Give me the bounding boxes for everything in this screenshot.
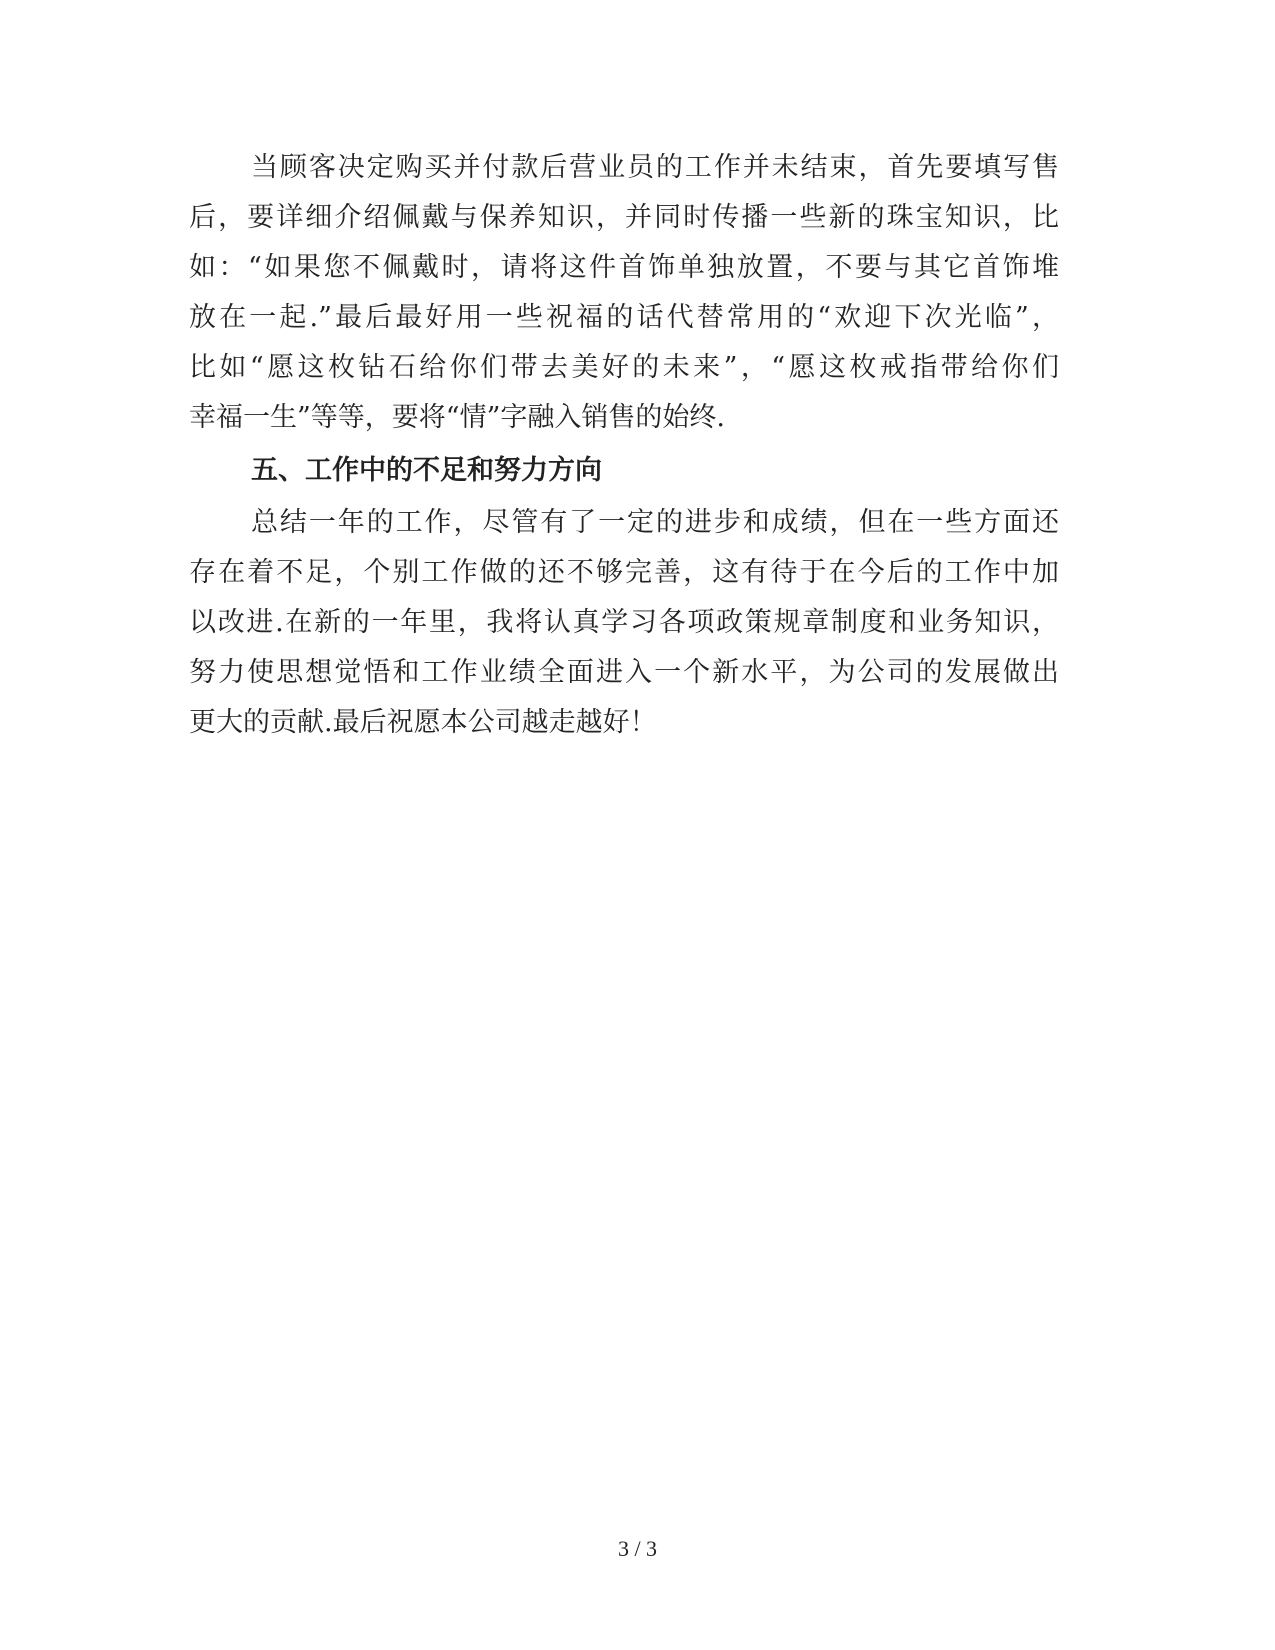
paragraph-line: 放在一起.”最后最好用一些祝福的话代替常用的“欢迎下次光临”，	[189, 302, 1059, 333]
paragraph-line: 更大的贡献.最后祝愿本公司越走越好！	[189, 707, 657, 738]
paragraph-line: 比如“愿这枚钻石给你们带去美好的未来”，“愿这枚戒指带给你们	[189, 352, 1059, 383]
paragraph-after-sales	[189, 143, 1059, 443]
paragraph-line: 如：“如果您不佩戴时，请将这件首饰单独放置，不要与其它首饰堆	[189, 252, 1059, 283]
paragraph-line: 以改进.在新的一年里，我将认真学习各项政策规章制度和业务知识，	[189, 607, 1059, 638]
paragraph-summary	[189, 498, 1059, 748]
section-heading: 五、工作中的不足和努力方向	[251, 455, 602, 486]
paragraph-line: 存在着不足，个别工作做的还不够完善，这有待于在今后的工作中加	[189, 557, 1059, 588]
paragraph-line: 当顾客决定购买并付款后营业员的工作并未结束，首先要填写售	[251, 152, 1059, 183]
paragraph-line: 后，要详细介绍佩戴与保养知识，并同时传播一些新的珠宝知识，比	[189, 202, 1059, 233]
paragraph-line: 幸福一生”等等，要将“情”字融入销售的始终.	[189, 402, 725, 433]
page-number: 3 / 3	[617, 1536, 658, 1561]
paragraph-line: 总结一年的工作，尽管有了一定的进步和成绩，但在一些方面还	[251, 507, 1059, 538]
paragraph-line: 努力使思想觉悟和工作业绩全面进入一个新水平，为公司的发展做出	[189, 657, 1059, 688]
